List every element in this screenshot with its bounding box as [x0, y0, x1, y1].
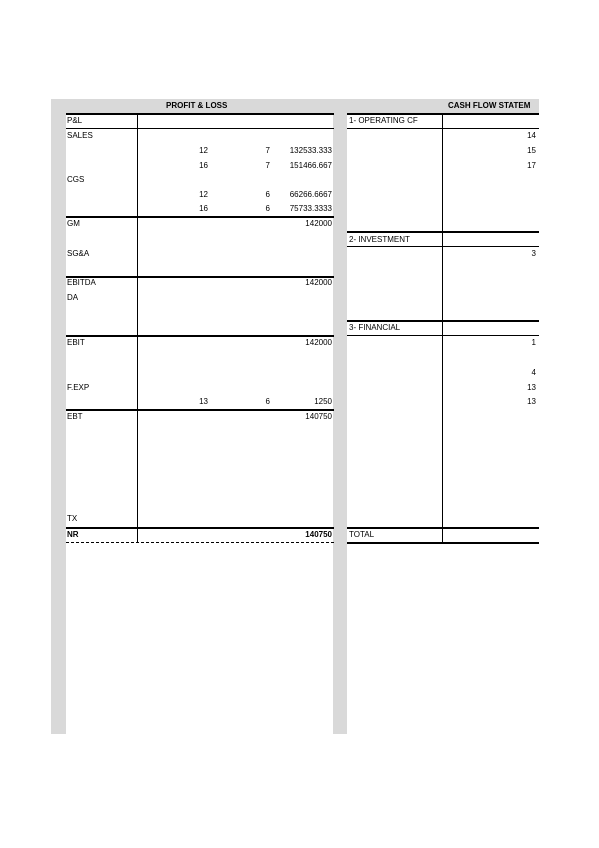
pl-nr-border	[66, 527, 334, 529]
sga-label: SG&A	[67, 249, 90, 258]
sales-label: SALES	[67, 131, 93, 140]
cf-financial-top	[347, 320, 539, 322]
pl-title: PROFIT & LOSS	[166, 101, 228, 110]
sales-row-1-c: 132533.333	[289, 146, 332, 155]
pl-header: P&L	[67, 116, 83, 125]
gm-label: GM	[67, 219, 80, 228]
investment-label: 2- INVESTMENT	[349, 235, 410, 244]
cgs-row-2-c: 75733.3333	[289, 204, 332, 213]
operating-value-3: 17	[527, 161, 536, 170]
operating-cf-label: 1- OPERATING CF	[349, 116, 418, 125]
fexp-row-c: 1250	[314, 397, 332, 406]
cgs-label: CGS	[67, 175, 85, 184]
pl-ebt-border	[66, 409, 334, 411]
ebit-value: 142000	[305, 338, 332, 347]
fexp-row-a: 13	[199, 397, 208, 406]
middle-gutter	[333, 99, 347, 734]
ebitda-value: 142000	[305, 278, 332, 287]
ebt-value: 140750	[305, 412, 332, 421]
operating-value-2: 15	[527, 146, 536, 155]
cf-total-bottom	[347, 542, 539, 544]
nr-value: 140750	[305, 530, 332, 539]
cf-financial-bottom	[347, 335, 539, 336]
operating-value-1: 14	[527, 131, 536, 140]
cf-column-divider	[442, 114, 443, 543]
cgs-row-2-a: 16	[199, 204, 208, 213]
cf-header-border	[347, 128, 539, 129]
da-label: DA	[67, 293, 79, 302]
financial-value-3: 13	[527, 383, 536, 392]
pl-column-divider	[137, 114, 138, 543]
investment-value-1: 3	[531, 249, 536, 258]
financial-value-4: 13	[527, 397, 536, 406]
cf-investment-top	[347, 231, 539, 233]
pl-bottom-border	[66, 542, 334, 543]
gm-value: 142000	[305, 219, 332, 228]
cf-top-border	[347, 113, 539, 115]
pl-top-border	[66, 113, 334, 115]
ebitda-label: EBITDA	[67, 278, 96, 287]
financial-value-1: 1	[531, 338, 536, 347]
ebit-label: EBIT	[67, 338, 85, 347]
cgs-row-1-a: 12	[199, 190, 208, 199]
tx-label: TX	[67, 514, 78, 523]
cf-total-top	[347, 527, 539, 529]
cgs-row-1-c: 66266.6667	[289, 190, 332, 199]
left-gutter	[51, 99, 66, 734]
fexp-label: F.EXP	[67, 383, 90, 392]
pl-ebit-border	[66, 335, 334, 337]
sales-row-2-a: 16	[199, 161, 208, 170]
cf-title: CASH FLOW STATEM	[448, 101, 531, 110]
nr-label: NR	[67, 530, 79, 539]
financial-label: 3- FINANCIAL	[349, 323, 401, 332]
sales-row-1-b: 7	[265, 146, 270, 155]
ebt-label: EBT	[67, 412, 83, 421]
total-label: TOTAL	[349, 530, 375, 539]
cgs-row-2-b: 6	[265, 204, 270, 213]
cf-investment-bottom	[347, 246, 539, 247]
cgs-row-1-b: 6	[265, 190, 270, 199]
sales-row-2-c: 151466.667	[289, 161, 332, 170]
sales-row-2-b: 7	[265, 161, 270, 170]
financial-value-2: 4	[531, 368, 536, 377]
fexp-row-b: 6	[265, 397, 270, 406]
sales-row-1-a: 12	[199, 146, 208, 155]
pl-gm-border	[66, 216, 334, 218]
pl-header-border	[66, 128, 334, 129]
